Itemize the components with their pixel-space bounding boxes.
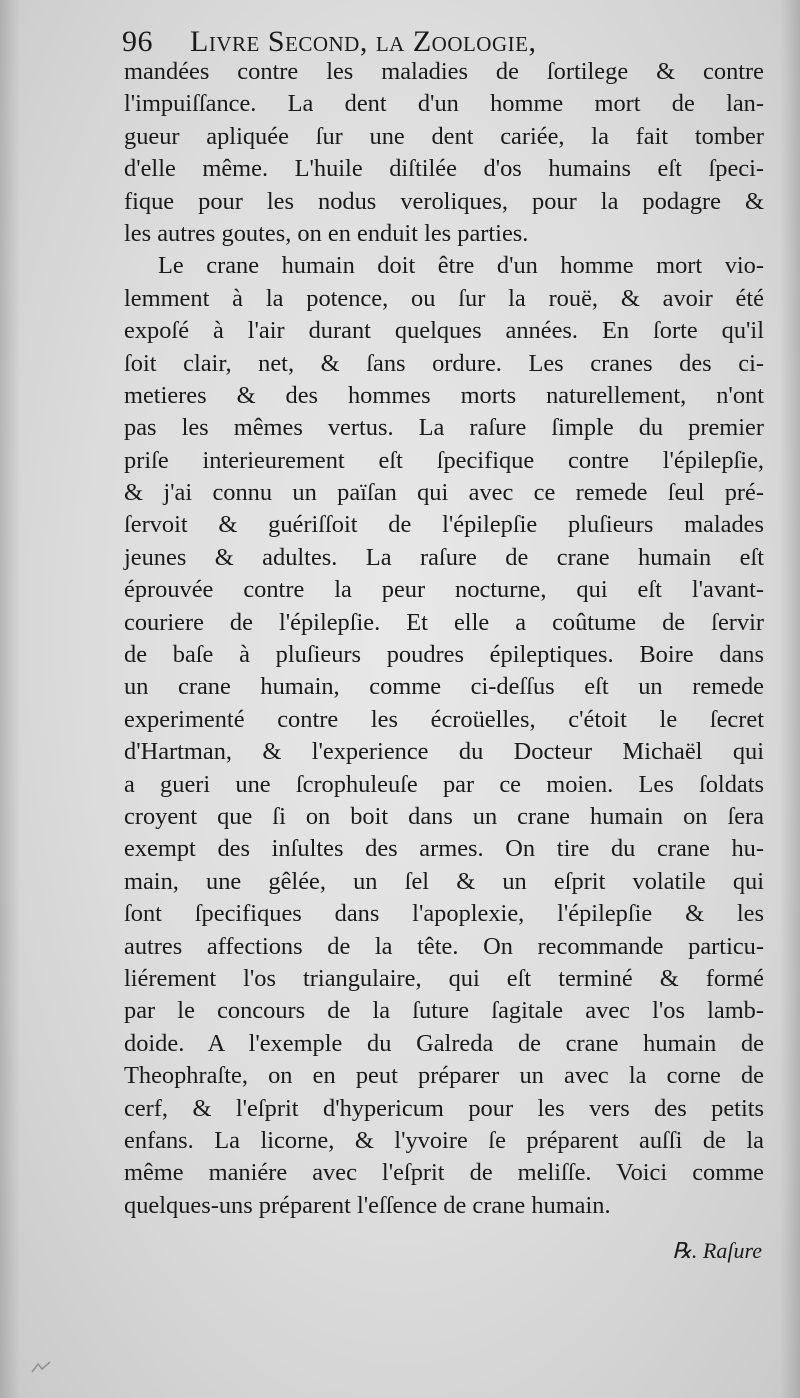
text-line: gueur apliquée ſur une dent cariée, la fait tomber: [124, 122, 764, 150]
text-line: couriere de l'épilepſie. Et elle a coûtume de ſervir: [124, 608, 764, 636]
text-line: Theophraſte, on en peut préparer un avec la corne de: [124, 1062, 764, 1090]
text-line: d'Hartman, & l'experience du Docteur Michaël qui: [124, 738, 764, 766]
text-line: Le crane humain doit être d'un homme mort vio-: [158, 252, 764, 280]
ink-smudge: [30, 1360, 52, 1374]
text-line: même maniére avec l'eſprit de meliſſe. Voici comme: [124, 1159, 764, 1187]
text-line: doide. A l'exemple du Galreda de crane humain de: [124, 1029, 764, 1057]
text-line: exempt des inſultes des armes. On tire du crane hu-: [124, 835, 764, 863]
text-line: ſont ſpecifiques dans l'apoplexie, l'épilepſie & les: [124, 900, 764, 928]
text-line: ſoit clair, net, & ſans ordure. Les cranes des ci-: [124, 349, 764, 377]
text-line: mandées contre les maladies de ſortilege & contre: [124, 58, 764, 85]
text-line: experimenté contre les écroüelles, c'étoit le ſecret: [124, 705, 764, 733]
text-line: les autres goutes, on en enduit les parties.: [124, 219, 529, 247]
text-line: fique pour les nodus veroliques, pour la podagre &: [124, 187, 764, 215]
text-line: éprouvée contre la peur nocturne, qui eſt l'avant-: [124, 576, 764, 604]
text-line: ſervoit & guériſſoit de l'épilepſie pluſieurs malades: [124, 511, 764, 539]
text-line: enfans. La licorne, & l'yvoire ſe préparent auſſi de la: [124, 1126, 764, 1154]
text-line: cerf, & l'eſprit d'hypericum pour les vers des petits: [124, 1094, 764, 1122]
text-line: a gueri une ſcrophuleuſe par ce moien. Les ſoldats: [124, 770, 764, 798]
text-line: un crane humain, comme ci-deſſus eſt un remede: [124, 673, 764, 701]
text-line: pas les mêmes vertus. La raſure ſimple du premier: [124, 414, 764, 442]
text-line: croyent que ſi on boit dans un crane humain on ſera: [124, 802, 764, 830]
text-line: l'impuiſſance. La dent d'un homme mort de lan-: [124, 90, 764, 118]
text-line: autres affections de la tête. On recommande particu-: [124, 932, 764, 960]
page-edge-shadow-left: [0, 0, 20, 1398]
text-line: d'elle même. L'huile diſtilée d'os humains eſt ſpeci-: [124, 155, 764, 183]
text-line: expoſé à l'air durant quelques années. En ſorte qu'il: [124, 317, 764, 345]
text-line: metieres & des hommes morts naturellement, n'ont: [124, 381, 764, 409]
body-text: [124, 56, 764, 1222]
text-line: liérement l'os triangulaire, qui eſt terminé & formé: [124, 964, 764, 992]
text-line: jeunes & adultes. La raſure de crane humain eſt: [124, 543, 764, 571]
text-line: quelques-uns préparent l'eſſence de crane humain.: [124, 1191, 611, 1219]
page-edge-shadow-right: [780, 0, 800, 1398]
text-line: main, une gêlée, un ſel & un eſprit volatile qui: [124, 867, 764, 895]
catchword: ℞. Raſure: [672, 1238, 762, 1263]
text-line: par le concours de la ſuture ſagitale avec l'os lamb-: [124, 997, 764, 1025]
page-number: 96: [122, 25, 153, 58]
text-line: lemment à la potence, ou ſur la rouë, & avoir été: [124, 284, 764, 312]
text-line: priſe interieurement eſt ſpecifique contre l'épilepſie,: [124, 446, 764, 474]
running-title: Livre Second, la Zoologie,: [190, 25, 537, 58]
text-line: & j'ai connu un païſan qui avec ce remede ſeul pré-: [124, 479, 764, 507]
text-line: de baſe à pluſieurs poudres épileptiques. Boire dans: [124, 641, 764, 669]
